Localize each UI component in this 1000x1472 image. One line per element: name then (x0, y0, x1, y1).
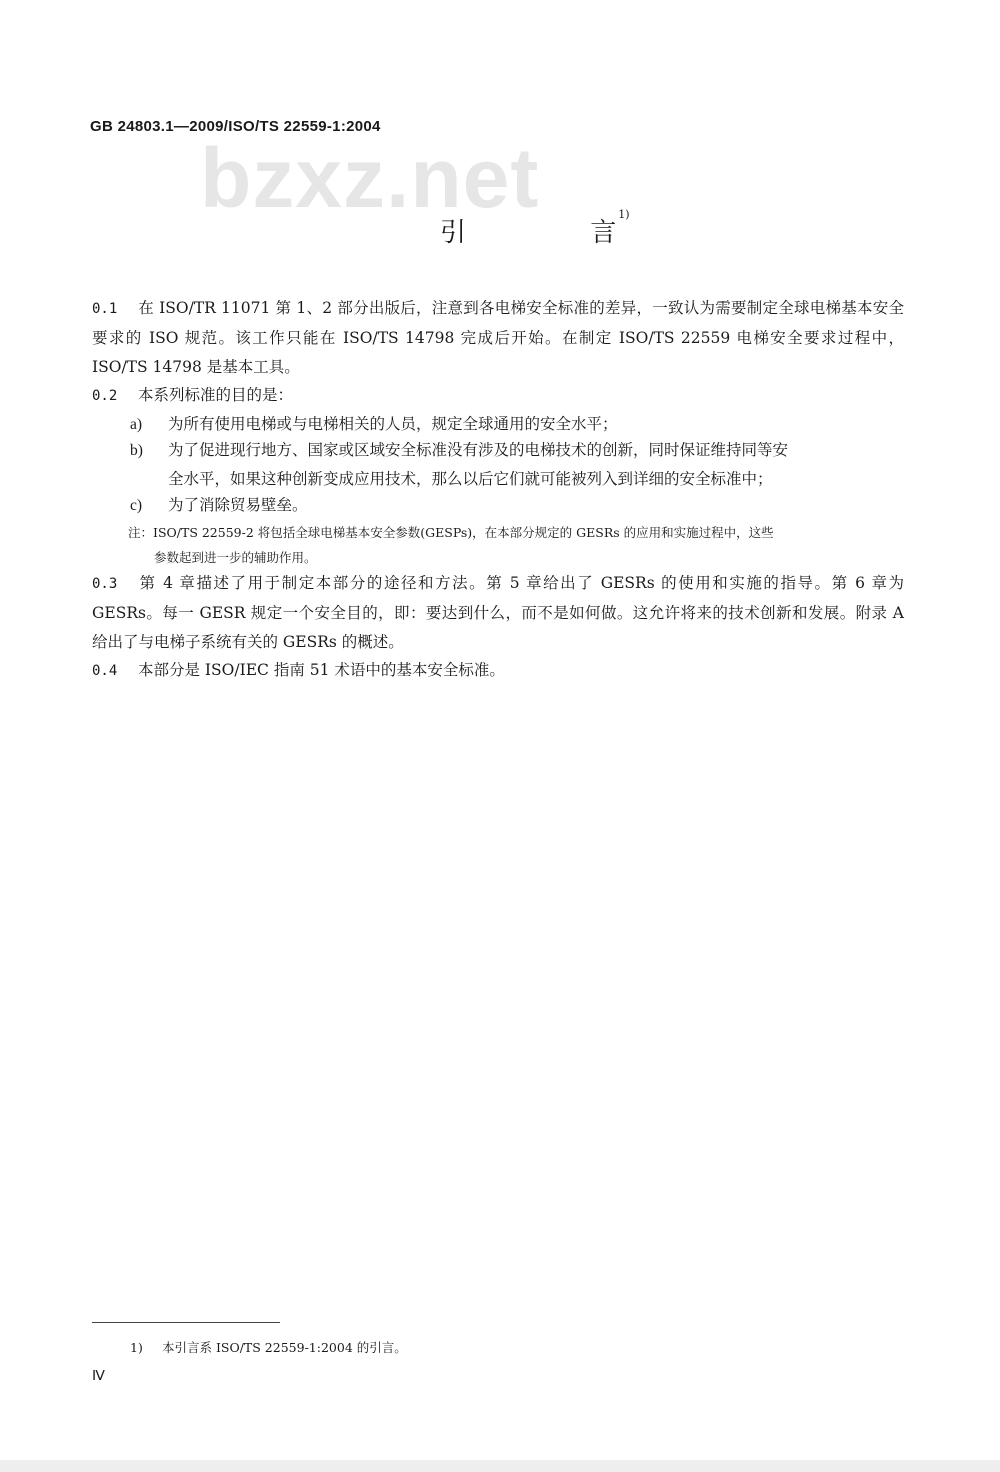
list-text-line1: 为了促进现行地方、国家或区域安全标准没有涉及的电梯技术的创新，同时保证维持同等安 (168, 441, 789, 459)
list-text: 为所有使用电梯或与电梯相关的人员，规定全球通用的安全水平； (168, 415, 618, 433)
note-prefix: 注： (128, 525, 154, 540)
section-0-4 (92, 656, 904, 686)
section-text: 本系列标准的目的是： (138, 386, 294, 404)
section-0-2 (92, 381, 904, 411)
footnote-text: 本引言系 ISO/TS 22559-1:2004 的引言。 (162, 1340, 407, 1355)
section-0-3 (92, 569, 904, 657)
list-item-a (130, 410, 904, 439)
section-text: 本部分是 ISO/IEC 指南 51 术语中的基本安全标准。 (138, 661, 505, 679)
section-number: 0.1 (92, 301, 118, 317)
list-item-b (130, 436, 904, 494)
footnote (130, 1338, 407, 1356)
title-footnote-mark: 1) (618, 208, 630, 221)
note-line1: ISO/TS 22559-2 将包括全球电梯基本安全参数(GESPs)，在本部分规定的 GESRs 的应用和实施过程中，这些 (153, 525, 774, 540)
section-0-1 (92, 294, 904, 382)
list-text: 为了消除贸易壁垒。 (168, 496, 308, 514)
title-text: 引 言 (440, 218, 675, 248)
section-text: 在 ISO/TR 11071 第 1、2 部分出版后，注意到各电梯安全标准的差异，一致认为需要制定全球电梯基本安全要求的 ISO 规范。该工作只能在 ISO/TS 14798 完成后开始。在制定 ISO/TS 22559 电梯安全要求过程中，ISO/TS 14798 是基本工具。 (92, 299, 904, 376)
section-number: 0.4 (92, 663, 118, 679)
footnote-divider (92, 1322, 280, 1323)
standard-number-header: GB 24803.1—2009/ISO/TS 22559-1:2004 (90, 118, 381, 135)
list-label: c) (130, 497, 143, 514)
note (128, 520, 906, 570)
list-label: a) (130, 416, 143, 433)
section-number: 0.2 (92, 388, 118, 404)
section-text: 第 4 章描述了用于制定本部分的途径和方法。第 5 章给出了 GESRs 的使用和实施的指导。第 6 章为 GESRs。每一 GESR 规定一个安全目的，即：要达到什么，而不是如何做。这允许将来的技术创新和发展。附录 A 给出了与电梯子系统有关的 GESRs 的概述。 (92, 574, 904, 651)
list-text-line2: 全水平，如果这种创新变成应用技术，那么以后它们就可能被列入到详细的安全标准中； (168, 470, 773, 488)
section-number: 0.3 (92, 576, 118, 592)
page-title (440, 208, 686, 249)
footnote-mark: 1) (130, 1340, 143, 1355)
watermark: bzxz.net (200, 131, 540, 225)
page-bottom-edge (0, 1460, 1000, 1472)
page-number: Ⅳ (92, 1369, 105, 1384)
list-item-c (130, 491, 904, 520)
note-line2: 参数起到进一步的辅助作用。 (154, 550, 317, 565)
list-label: b) (130, 442, 143, 459)
